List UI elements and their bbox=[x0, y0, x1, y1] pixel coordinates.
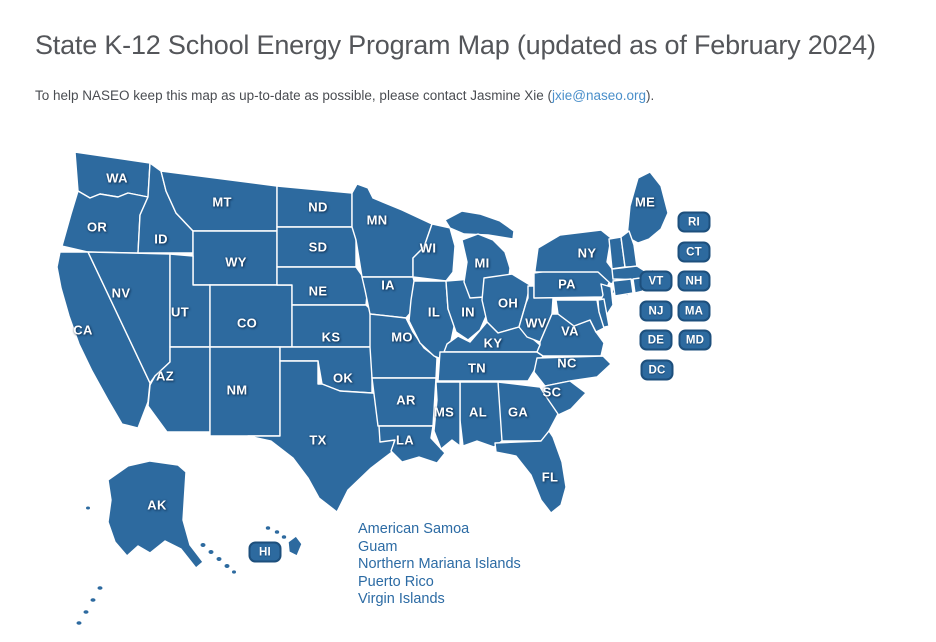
state-badge-hi[interactable]: HI bbox=[249, 542, 282, 563]
state-or[interactable] bbox=[62, 191, 148, 253]
state-label-pa: PA bbox=[558, 276, 576, 292]
territory-link-northern-mariana-islands[interactable]: Northern Mariana Islands bbox=[358, 556, 521, 573]
state-label-al: AL bbox=[469, 404, 487, 420]
ak-aleutian-island bbox=[77, 621, 82, 625]
ak-aleutian-island bbox=[91, 598, 96, 602]
hi-island[interactable] bbox=[266, 526, 270, 530]
territory-link-guam[interactable]: Guam bbox=[358, 538, 398, 555]
email-link[interactable]: jxie@naseo.org bbox=[552, 88, 647, 103]
hi-island[interactable] bbox=[282, 535, 286, 539]
ak-aleutian-island bbox=[84, 610, 89, 614]
state-ms[interactable] bbox=[434, 382, 460, 449]
state-label-me: ME bbox=[634, 194, 656, 210]
state-label-il: IL bbox=[427, 304, 441, 320]
state-label-la: LA bbox=[396, 432, 414, 448]
state-wa[interactable] bbox=[75, 152, 150, 198]
ak-southeast-island bbox=[225, 564, 230, 568]
state-ak[interactable] bbox=[108, 461, 203, 568]
state-ks[interactable] bbox=[292, 305, 374, 347]
state-label-ne: NE bbox=[308, 283, 328, 299]
state-label-nd: ND bbox=[308, 199, 328, 215]
state-me[interactable] bbox=[627, 172, 668, 243]
state-label-ar: AR bbox=[396, 392, 416, 408]
state-label-nv: NV bbox=[111, 285, 131, 301]
state-label-mo: MO bbox=[391, 329, 413, 345]
state-label-id: ID bbox=[154, 231, 168, 247]
ak-aleutian-island bbox=[86, 507, 90, 510]
territory-link-american-samoa[interactable]: American Samoa bbox=[358, 521, 470, 537]
state-label-ca: CA bbox=[73, 322, 93, 338]
state-label-tx: TX bbox=[309, 432, 327, 448]
subtitle-text-before: To help NASEO keep this map as up-to-date as possible, please contact Jasmine Xie ( bbox=[35, 88, 553, 103]
state-label-nm: NM bbox=[226, 382, 248, 398]
state-co[interactable] bbox=[210, 285, 292, 347]
territory-list bbox=[358, 521, 521, 609]
territory-link-puerto-rico[interactable]: Puerto Rico bbox=[358, 573, 434, 590]
state-badge-nh[interactable]: NH bbox=[678, 271, 711, 292]
state-label-wv: WV bbox=[525, 315, 547, 331]
page-title: State K-12 School Energy Program Map (updated as of February 2024) bbox=[35, 30, 876, 60]
ak-aleutian-island bbox=[98, 586, 103, 590]
state-label-az: AZ bbox=[156, 368, 174, 384]
state-label-tn: TN bbox=[468, 360, 486, 376]
ak-southeast-island bbox=[201, 543, 206, 547]
state-ia[interactable] bbox=[362, 277, 416, 318]
state-label-mi: MI bbox=[474, 255, 490, 271]
state-label-in: IN bbox=[461, 304, 475, 320]
state-label-ga: GA bbox=[507, 404, 529, 420]
state-fl[interactable] bbox=[495, 431, 566, 513]
ak-southeast-island bbox=[232, 570, 236, 573]
state-nc[interactable] bbox=[534, 356, 611, 386]
state-tn[interactable] bbox=[438, 352, 543, 381]
state-badge-ri[interactable]: RI bbox=[678, 212, 711, 233]
state-label-ak: AK bbox=[147, 497, 167, 513]
state-label-fl: FL bbox=[541, 469, 559, 485]
state-label-ny: NY bbox=[577, 245, 597, 261]
state-badge-de[interactable]: DE bbox=[640, 330, 673, 351]
state-label-mn: MN bbox=[366, 212, 388, 228]
state-label-wa: WA bbox=[106, 170, 128, 186]
state-label-co: CO bbox=[236, 315, 258, 331]
state-ar[interactable] bbox=[372, 378, 436, 426]
ak-southeast-island bbox=[217, 557, 222, 561]
state-wy[interactable] bbox=[193, 231, 277, 285]
state-sd[interactable] bbox=[277, 227, 356, 267]
territory-link-virgin-islands[interactable]: Virgin Islands bbox=[358, 591, 445, 608]
state-label-wi: WI bbox=[419, 240, 437, 256]
subtitle-text-after: ). bbox=[646, 88, 655, 103]
state-label-va: VA bbox=[561, 323, 579, 339]
state-label-sd: SD bbox=[308, 239, 328, 255]
state-label-sc: SC bbox=[542, 384, 562, 400]
state-label-nc: NC bbox=[557, 355, 577, 371]
state-label-ok: OK bbox=[332, 370, 354, 386]
state-label-oh: OH bbox=[497, 295, 519, 311]
state-label-ky: KY bbox=[483, 335, 503, 351]
state-label-ut: UT bbox=[171, 304, 189, 320]
state-badge-vt[interactable]: VT bbox=[640, 271, 673, 292]
hi-island-big[interactable] bbox=[288, 536, 302, 556]
state-nd[interactable] bbox=[277, 186, 352, 227]
state-badge-ct[interactable]: CT bbox=[678, 242, 711, 263]
state-label-ms: MS bbox=[433, 404, 455, 420]
state-nm[interactable] bbox=[210, 347, 280, 436]
state-label-ia: IA bbox=[381, 277, 395, 293]
state-label-mt: MT bbox=[212, 194, 232, 210]
state-badge-dc[interactable]: DC bbox=[641, 360, 674, 381]
state-label-wy: WY bbox=[225, 254, 247, 270]
ak-southeast-island bbox=[209, 550, 214, 554]
state-al[interactable] bbox=[460, 382, 502, 447]
state-ct[interactable] bbox=[613, 279, 633, 296]
state-label-ks: KS bbox=[321, 329, 341, 345]
state-badge-ma[interactable]: MA bbox=[678, 301, 711, 322]
state-badge-md[interactable]: MD bbox=[679, 330, 712, 351]
state-label-or: OR bbox=[86, 219, 108, 235]
state-badge-nj[interactable]: NJ bbox=[640, 301, 673, 322]
hi-island[interactable] bbox=[275, 530, 279, 534]
